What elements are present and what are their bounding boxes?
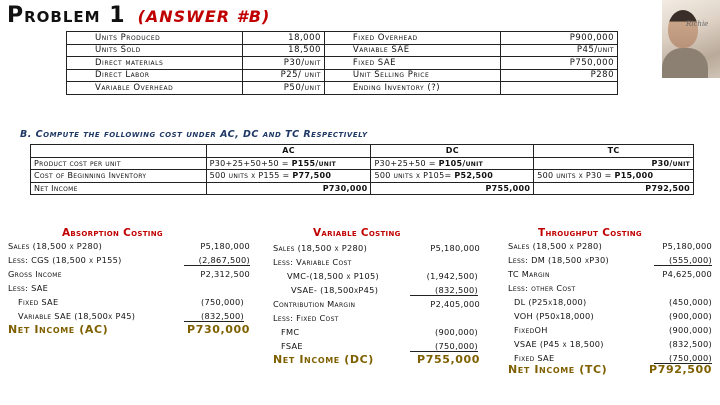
given-label: Direct materials: [67, 57, 243, 70]
given-label: Variable SAE: [324, 44, 500, 57]
statement-value: P5,180,000: [662, 241, 712, 251]
statement-label: Less: Variable Cost: [273, 257, 352, 267]
statement-label: Sales (18,500 x P280): [508, 241, 603, 251]
given-value: P30/unit: [242, 57, 324, 70]
given-data-table: [66, 31, 618, 95]
statement-label: Less: DM (18,500 xP30): [508, 255, 610, 265]
statement-value: (555,000): [654, 255, 712, 266]
given-label: Unit Selling Price: [324, 69, 500, 82]
given-label: Fixed SAE: [324, 57, 500, 70]
statement-label: Variable SAE (18,500x P45): [18, 311, 136, 321]
cost-header-ac: AC: [206, 145, 371, 158]
absorption-costing-statement: [8, 227, 254, 337]
given-row: [67, 32, 618, 45]
statement-value: (832,500): [669, 339, 712, 349]
cost-dc-formula: 500 units x P105=: [374, 171, 455, 181]
statement-value: (750,000): [410, 341, 478, 352]
cost-dc-result: P52,500: [454, 171, 494, 181]
presenter-body: [662, 48, 708, 78]
cost-ac-result: P155/unit: [291, 158, 336, 168]
cost-ac-formula: 500 units x P155 =: [209, 171, 293, 181]
cost-row-label: Product cost per unit: [31, 157, 207, 170]
cost-tc-formula: 500 units x P30 =: [537, 171, 615, 181]
cost-dc-cell: [371, 170, 534, 183]
net-income-dc-value: P755,000: [417, 353, 480, 366]
cost-row: [31, 170, 694, 183]
statement-label: VSAE- (18,500xP45): [291, 285, 379, 295]
cost-dc-result: P105/unit: [438, 158, 484, 168]
given-label: Fixed Overhead: [324, 32, 500, 45]
statement-label: FSAE: [281, 341, 303, 351]
cost-row-label: Net Income: [31, 182, 207, 195]
given-value: [500, 82, 617, 95]
statement-label: Less: other Cost: [508, 283, 576, 293]
given-value: P50/unit: [242, 82, 324, 95]
net-income-tc-label: Net Income (TC): [508, 363, 608, 376]
statement-value: (832,500): [410, 285, 478, 296]
given-value: P900,000: [500, 32, 617, 45]
throughput-costing-statement: [508, 227, 716, 377]
cost-ac-formula: P30+25+50+50 =: [209, 158, 292, 168]
statement-value: (750,000): [654, 353, 712, 364]
given-value: 18,500: [242, 44, 324, 57]
given-row: [67, 69, 618, 82]
given-value: 18,000: [242, 32, 324, 45]
statement-value: P5,180,000: [200, 241, 250, 251]
net-income-tc-value: P792,500: [649, 363, 712, 376]
cost-tc-result: P792,500: [645, 183, 690, 193]
presenter-head: [668, 10, 698, 48]
statement-value: (900,000): [435, 327, 478, 337]
statement-label: DL (P25x18,000): [514, 297, 587, 307]
statement-label: Sales (18,500 x P280): [8, 241, 103, 251]
statement-label: Fixed SAE: [514, 353, 555, 363]
statement-value: P5,180,000: [430, 243, 480, 253]
cost-tc-cell: [534, 170, 694, 183]
cost-tc-cell: [534, 182, 694, 195]
given-value: P750,000: [500, 57, 617, 70]
statement-value: (450,000): [669, 297, 712, 307]
cost-ac-result: P730,000: [322, 183, 368, 193]
statement-label: Less: Fixed Cost: [273, 313, 339, 323]
cost-header-blank: [31, 145, 207, 158]
cost-dc-cell: [371, 182, 534, 195]
cost-dc-cell: [371, 157, 534, 170]
statement-label: VMC-(18,500 x P105): [287, 271, 379, 281]
given-value: P280: [500, 69, 617, 82]
given-row: [67, 44, 618, 57]
given-label: Direct Labor: [67, 69, 243, 82]
statement-value: (900,000): [669, 325, 712, 335]
presenter-webcam: [662, 0, 720, 78]
statement-label: Fixed SAE: [18, 297, 59, 307]
net-income-ac-value: P730,000: [187, 323, 250, 336]
statement-value: (750,000): [201, 297, 244, 307]
given-value: P45/unit: [500, 44, 617, 57]
statement-value: (832,500): [184, 311, 244, 322]
title-main: Problem 1: [7, 3, 126, 28]
given-row: [67, 57, 618, 70]
cost-row: [31, 157, 694, 170]
cost-dc-formula: P30+25+50 =: [374, 158, 439, 168]
cost-tc-cell: [534, 157, 694, 170]
part-b-instruction: B. Compute the following cost under AC, DC and TC Respectively: [20, 129, 368, 140]
cost-row-label: Cost of Beginning Inventory: [31, 170, 207, 183]
cost-ac-result: P77,500: [292, 171, 332, 181]
statement-label: Gross Income: [8, 269, 62, 279]
slide-title: [7, 3, 270, 28]
cost-header-row: [31, 145, 694, 158]
presenter-signature: Richie: [686, 20, 709, 28]
statement-label: Less: SAE: [8, 283, 49, 293]
statement-value: P2,405,000: [430, 299, 480, 309]
net-income-dc-label: Net Income (DC): [273, 353, 374, 366]
statement-label: VSAE (P45 x 18,500): [514, 339, 604, 349]
throughput-title: Throughput Costing: [538, 227, 642, 239]
net-income-ac-label: Net Income (AC): [8, 323, 109, 336]
variable-title: Variable Costing: [313, 227, 401, 239]
statement-value: (900,000): [669, 311, 712, 321]
absorption-title: Absorption Costing: [62, 227, 163, 239]
given-label: Ending Inventory (?): [324, 82, 500, 95]
statement-value: (1,942,500): [426, 271, 478, 281]
title-answer: (ANSWER #B): [137, 7, 271, 26]
cost-ac-cell: [206, 157, 371, 170]
given-label: Units Produced: [67, 32, 243, 45]
statement-label: FMC: [281, 327, 300, 337]
statement-value: P4,625,000: [662, 269, 712, 279]
statement-label: Contribution Margin: [273, 299, 356, 309]
cost-tc-result: P15,000: [614, 171, 654, 181]
given-label: Units Sold: [67, 44, 243, 57]
variable-costing-statement: [273, 227, 488, 367]
cost-dc-result: P755,000: [485, 183, 531, 193]
statement-label: TC Margin: [508, 269, 550, 279]
given-row: [67, 82, 618, 95]
statement-label: VOH (P50x18,000): [514, 311, 594, 321]
given-value: P25/ unit: [242, 69, 324, 82]
given-label: Variable Overhead: [67, 82, 243, 95]
cost-header-dc: DC: [371, 145, 534, 158]
cost-comparison-table: [30, 144, 694, 195]
cost-ac-cell: [206, 182, 371, 195]
statement-label: FixedOH: [514, 325, 548, 335]
statement-value: (2,867,500): [184, 255, 250, 266]
cost-ac-cell: [206, 170, 371, 183]
statement-label: Less: CGS (18,500 x P155): [8, 255, 122, 265]
cost-header-tc: TC: [534, 145, 694, 158]
cost-row: [31, 182, 694, 195]
cost-tc-result: P30/unit: [651, 158, 690, 168]
statement-value: P2,312,500: [200, 269, 250, 279]
statement-label: Sales (18,500 x P280): [273, 243, 368, 253]
